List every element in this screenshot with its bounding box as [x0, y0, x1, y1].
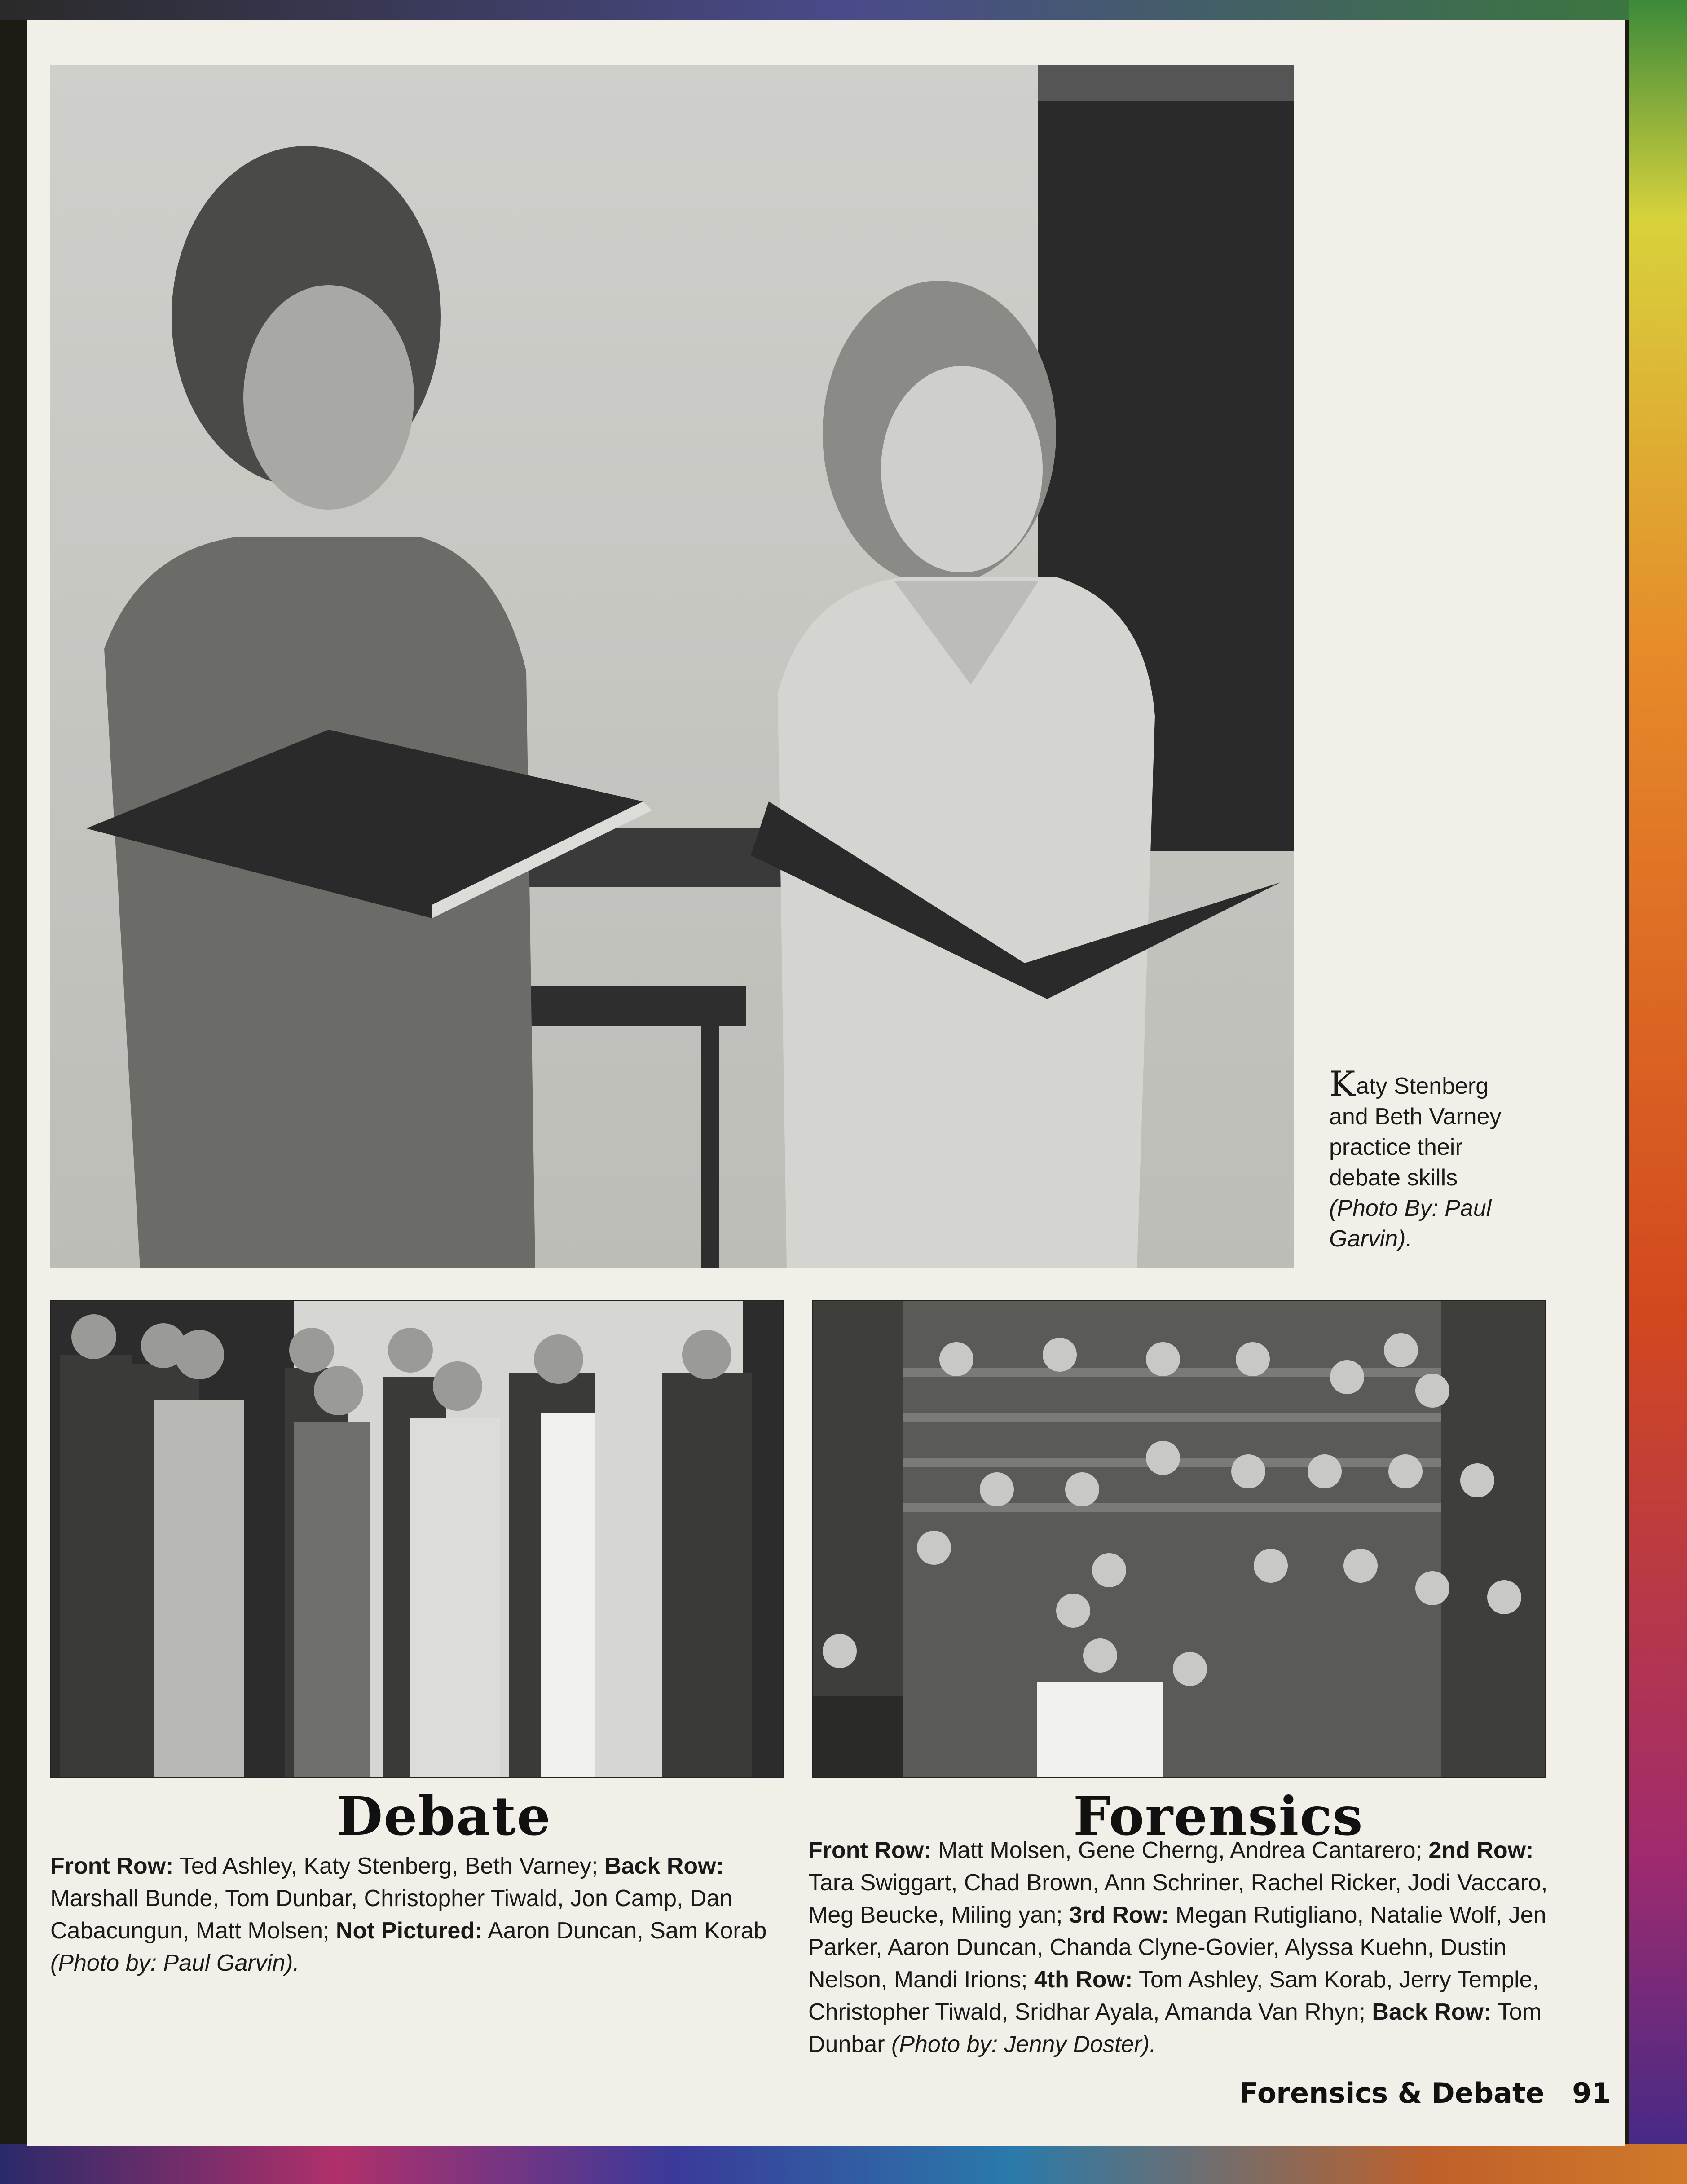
roster-names: Tara Swiggart, Chad Brown, Ann Schriner, Rachel Ricker, Jodi Vaccaro, Meg Beucke, Miling yan; — [808, 1870, 1548, 1928]
page-footer — [1239, 2077, 1611, 2109]
roster-label: 4th Row: — [1034, 1967, 1133, 1993]
main-photo-caption — [1329, 1064, 1527, 1254]
main-photo-image — [50, 65, 1294, 1268]
debate-photo-image — [51, 1301, 783, 1777]
caption-text: aty Stenberg and Beth Varney practice their debate skills — [1329, 1073, 1502, 1191]
debate-group-photo — [50, 1300, 784, 1778]
debate-photo-credit: (Photo by: Paul Garvin). — [50, 1950, 300, 1976]
caption-credit: (Photo By: Paul Garvin). — [1329, 1195, 1492, 1252]
main-photo-two-students — [50, 65, 1294, 1268]
page-number: 91 — [1572, 2077, 1611, 2109]
roster-names: Marshall Bunde, Tom Dunbar, Christopher Tiwald, Jon Camp, Dan Cabacungun, Matt Molsen; — [50, 1885, 733, 1944]
debate-heading: Debate — [337, 1785, 551, 1847]
roster-label: Front Row: — [50, 1853, 174, 1879]
roster-label: Back Row: — [1372, 1999, 1492, 2025]
forensics-heading: Forensics — [1073, 1785, 1364, 1847]
debate-roster — [50, 1850, 782, 1979]
book-edge-bottom — [0, 2144, 1687, 2184]
roster-label: Not Pictured: — [335, 1918, 483, 1944]
forensics-group-photo — [812, 1300, 1546, 1778]
roster-label: Front Row: — [808, 1837, 932, 1863]
roster-names: Aaron Duncan, Sam Korab — [487, 1918, 767, 1944]
roster-names: Megan Rutigliano, Natalie Wolf, Jen Parker, Aaron Duncan, Chanda Clyne-Govier, Alyssa Kuehn, Dustin Nelson, Mandi Irions; — [808, 1902, 1546, 1993]
roster-label: Back Row: — [604, 1853, 724, 1879]
book-edge-right — [1629, 0, 1687, 2184]
roster-label: 2nd Row: — [1428, 1837, 1534, 1863]
yearbook-page — [27, 20, 1625, 2146]
footer-section-title: Forensics & Debate — [1239, 2077, 1545, 2109]
caption-dropcap: K — [1329, 1064, 1356, 1105]
roster-names: Matt Molsen, Gene Cherng, Andrea Cantarero; — [938, 1837, 1422, 1863]
book-edge-top — [0, 0, 1687, 20]
forensics-photo-credit: (Photo by: Jenny Doster). — [891, 2031, 1156, 2057]
roster-names: Tom Dunbar — [808, 1999, 1542, 2057]
forensics-photo-image — [813, 1301, 1545, 1777]
roster-names: Tom Ashley, Sam Korab, Jerry Temple, Christopher Tiwald, Sridhar Ayala, Amanda Van Rhyn; — [808, 1967, 1539, 2025]
forensics-roster — [808, 1834, 1554, 2061]
roster-names: Ted Ashley, Katy Stenberg, Beth Varney; — [179, 1853, 598, 1879]
roster-label: 3rd Row: — [1069, 1902, 1169, 1928]
